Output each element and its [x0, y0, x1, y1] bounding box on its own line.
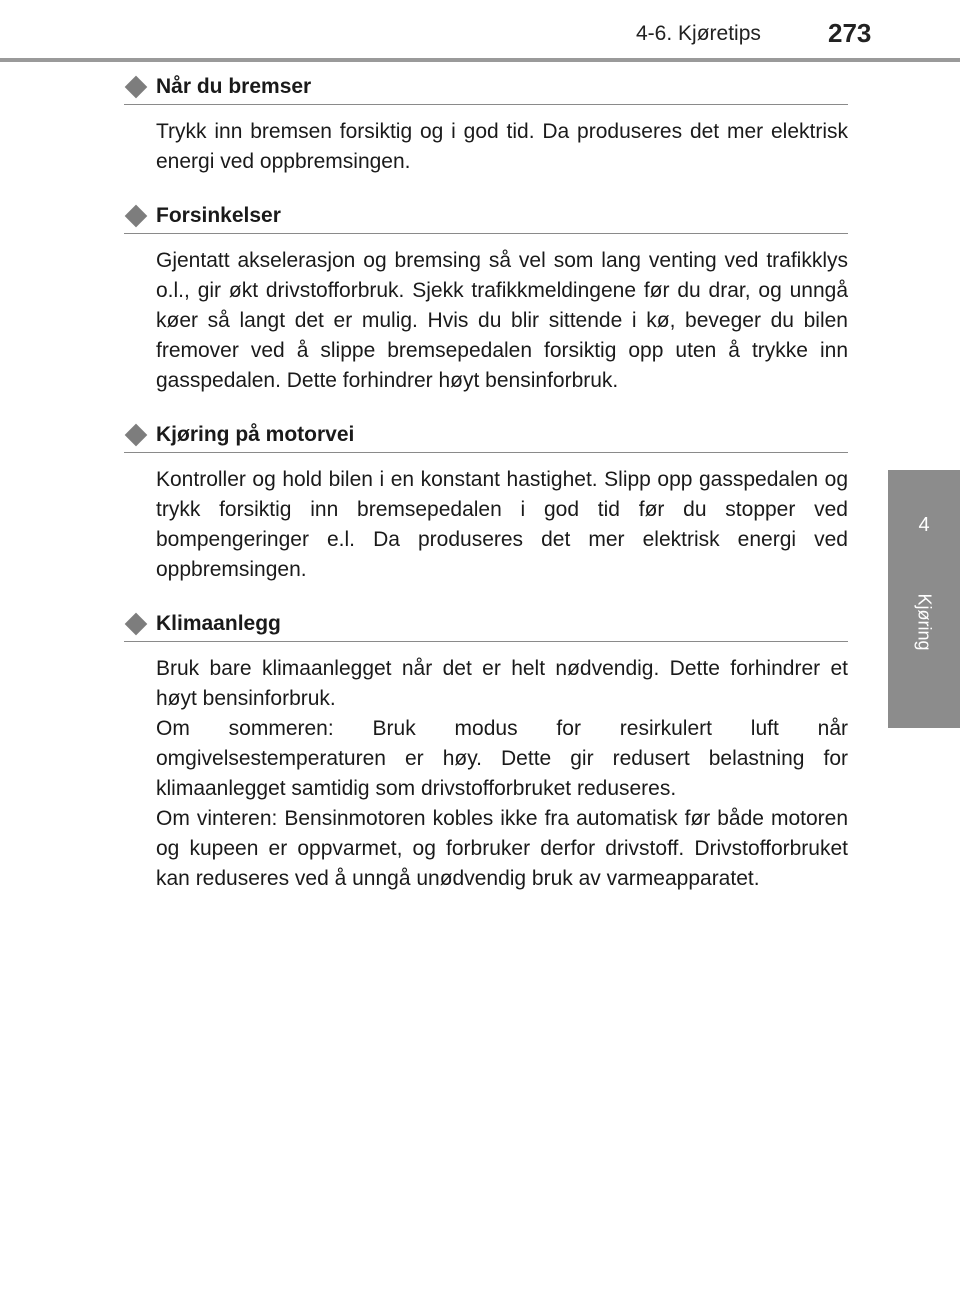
section-heading	[124, 199, 848, 234]
paragraph: Bruk bare klimaanlegget når det er helt nødvendig. Dette forhindrer et høyt bensinforbruk.	[156, 657, 848, 710]
diamond-bullet-icon	[125, 613, 148, 636]
section-highway	[124, 418, 848, 585]
section-heading	[124, 607, 848, 642]
section-braking	[124, 70, 848, 177]
diamond-bullet-icon	[125, 424, 148, 447]
page-number: 273	[828, 18, 872, 48]
section-body	[124, 642, 848, 894]
chapter-label: Kjøring	[914, 593, 935, 651]
section-heading	[124, 70, 848, 105]
diamond-bullet-icon	[125, 76, 148, 99]
section-title: Kjøring på motorvei	[156, 423, 355, 446]
section-title: Forsinkelser	[156, 204, 281, 227]
diamond-bullet-icon	[125, 205, 148, 228]
chapter-number: 4	[918, 514, 930, 536]
paragraph: Om sommeren: Bruk modus for resirkulert luft når omgivelsestemperaturen er høy. Dette gir redusert belastning for klimaanlegget samtidig som drivstofforbruket reduseres.	[156, 717, 848, 800]
section-title: Når du bremser	[156, 75, 312, 98]
section-delays	[124, 199, 848, 396]
section-climate	[124, 607, 848, 894]
header-section-title: 4-6. Kjøretips	[636, 22, 761, 45]
chapter-side-tab	[888, 470, 960, 728]
content	[124, 70, 848, 916]
section-title: Klimaanlegg	[156, 612, 281, 635]
section-heading	[124, 418, 848, 453]
paragraph: Gjentatt akselerasjon og bremsing så vel som lang venting ved trafikklys o.l., gir økt drivstofforbruk. Sjekk trafikkmeldingene før du drar, og unngå køer så langt det er mulig. Hvis du blir sittende i kø, beveger du bilen fremover ved å slippe bremsepedalen forsiktig opp uten å trykke inn gasspedalen. Dette forhindrer høyt bensinforbruk.	[156, 249, 848, 392]
paragraph: Om vinteren: Bensinmotoren kobles ikke fra automatisk før både motoren og kupeen er oppvarmet, og forbruker derfor drivstoff. Drivstofforbruket kan reduseres ved å unngå unødvendig bruk av varmeapparatet.	[156, 807, 848, 890]
section-body	[124, 453, 848, 585]
section-body	[124, 234, 848, 396]
paragraph: Kontroller og hold bilen i en konstant hastighet. Slipp opp gasspedalen og trykk forsiktig inn bremsepedalen i god tid før du stopper ved bompengeringer e.l. Da produseres det mer elektrisk energi ved oppbremsingen.	[156, 468, 848, 581]
header-divider	[0, 58, 960, 62]
paragraph: Trykk inn bremsen forsiktig og i god tid. Da produseres det mer elektrisk energi ved oppbremsingen.	[156, 120, 848, 173]
section-body	[124, 105, 848, 177]
